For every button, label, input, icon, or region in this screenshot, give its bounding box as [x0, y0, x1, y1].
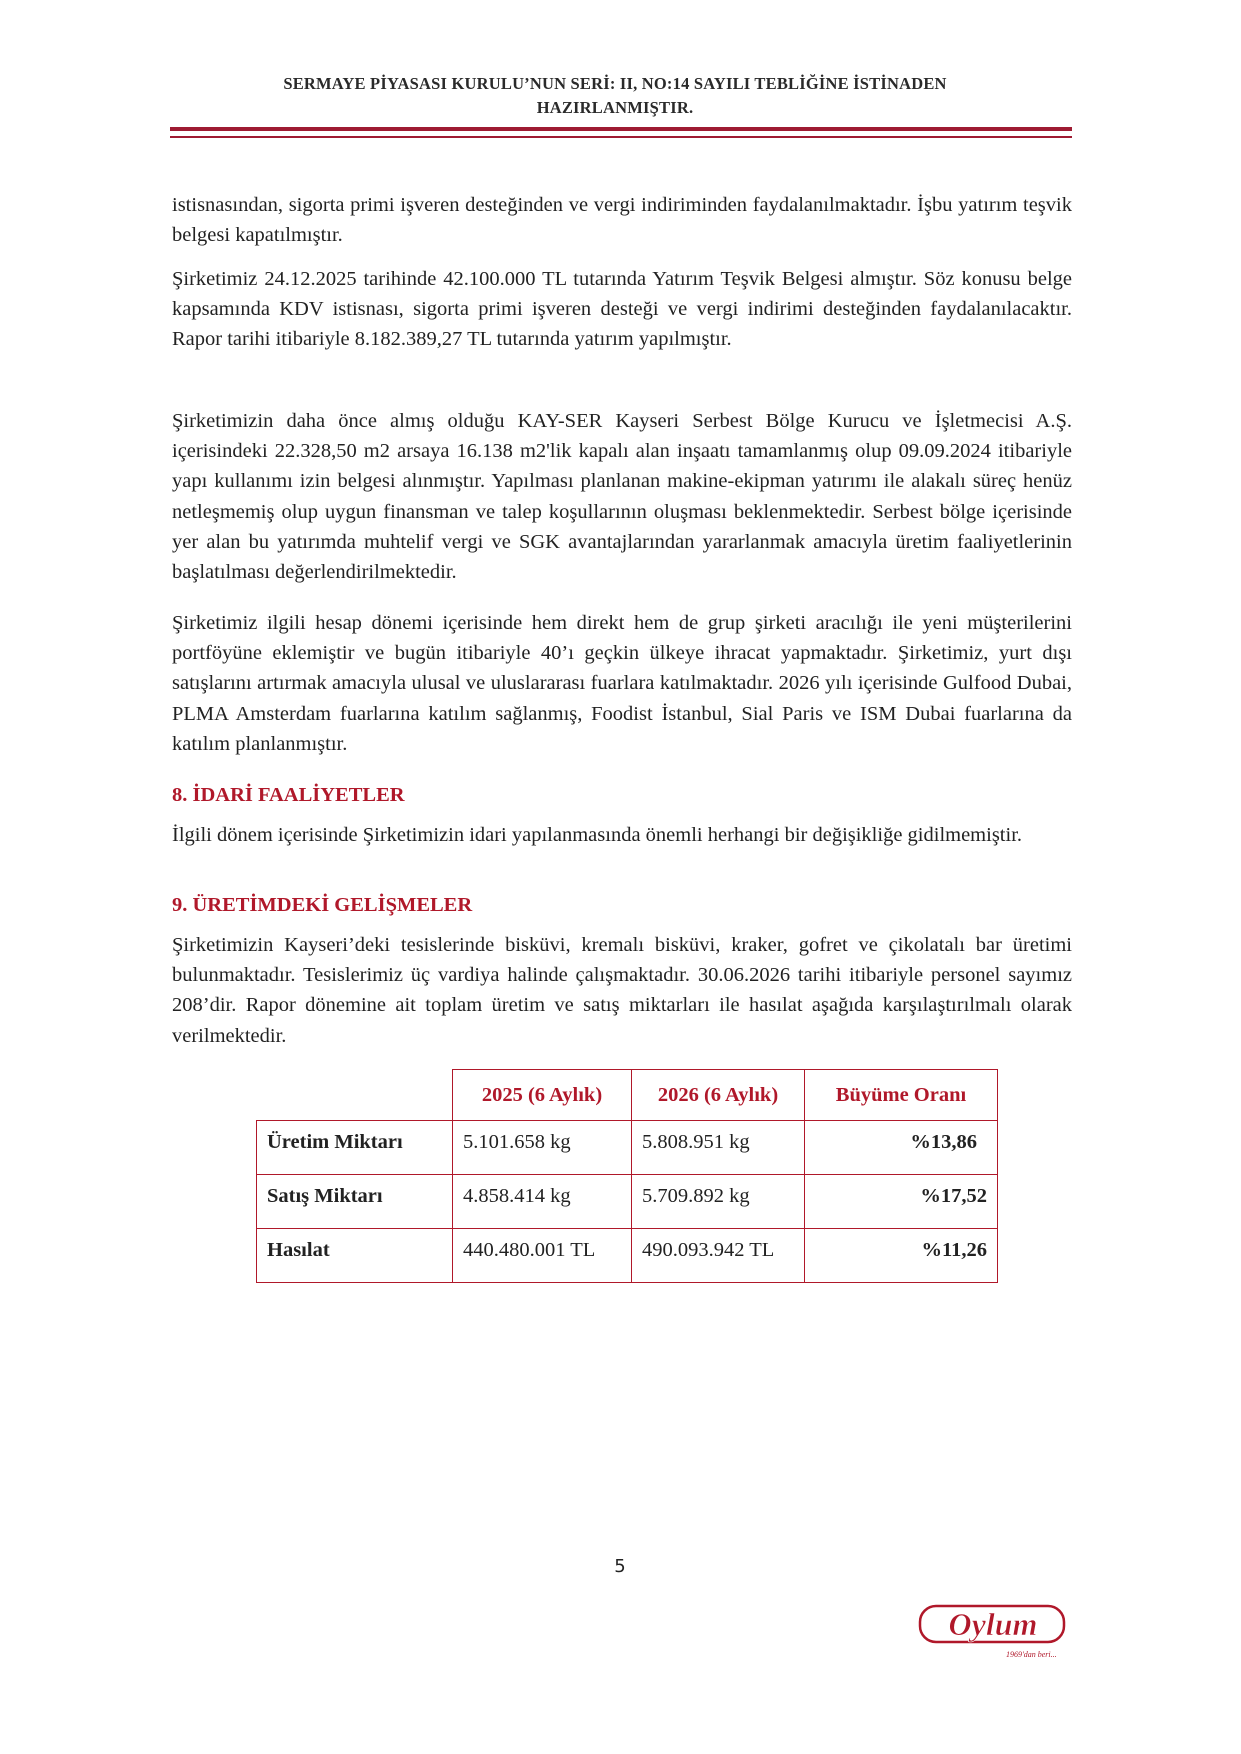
paragraph-2-block: [172, 264, 1072, 355]
header-2025: 2025 (6 Aylık): [453, 1070, 632, 1121]
header-line-1: SERMAYE PİYASASI KURULU’NUN SERİ: II, NO:14 SAYILI TEBLİĞİNE İSTİNADEN: [283, 74, 947, 93]
row-label-production: Üretim Miktarı: [257, 1121, 453, 1175]
table-row: [257, 1121, 998, 1175]
header-line-2: HAZIRLANMIŞTIR.: [536, 98, 694, 117]
revenue-2026: 490.093.942 TL: [632, 1229, 805, 1283]
paragraph-2: Şirketimiz 24.12.2025 tarihinde 42.100.000 TL tutarında Yatırım Teşvik Belgesi almıştır. Söz konusu belge kapsamında KDV istisnası, sigorta primi işveren desteği ve vergi indirimi desteğinden faydalanılacaktır. Rapor tarihi itibariyle 8.182.389,27 TL tutarında yatırım yapılmıştır.: [172, 268, 1072, 351]
section-8-heading: 8. İDARİ FAALİYETLER: [172, 784, 405, 806]
section-9-text: Şirketimizin Kayseri’deki tesislerinde bisküvi, kremalı bisküvi, kraker, gofret ve çikolatalı bar üretimi bulunmaktadır. Tesislerimiz üç vardiya halinde çalışmaktadır. 30.06.2026 tarihi itibariyle personel sayımız 208’dir. Rapor dönemine ait toplam üretim ve satış miktarları ile hasılat aşağıda karşılaştırılmalı olarak verilmektedir.: [172, 934, 1072, 1047]
section-9-body: [172, 930, 1072, 1051]
production-2025: 5.101.658 kg: [453, 1121, 632, 1175]
paragraph-4-block: [172, 608, 1072, 759]
oylum-logo-icon: [918, 1600, 1068, 1648]
sales-2026: 5.709.892 kg: [632, 1175, 805, 1229]
paragraph-1: istisnasından, sigorta primi işveren desteğinden ve vergi indiriminden faydalanılmaktadır. İşbu yatırım teşvik belgesi kapatılmıştır.: [172, 194, 1072, 247]
paragraph-3-block: [172, 406, 1072, 587]
sales-2025: 4.858.414 kg: [453, 1175, 632, 1229]
row-label-sales: Satış Miktarı: [257, 1175, 453, 1229]
section-9-heading: 9. ÜRETİMDEKİ GELİŞMELER: [172, 894, 473, 916]
document-header: [150, 72, 1080, 120]
revenue-2025: 440.480.001 TL: [453, 1229, 632, 1283]
logo-tagline: 1969'dan beri...: [1006, 1650, 1057, 1659]
production-sales-table: [256, 1069, 998, 1283]
table-corner-cell: [257, 1070, 453, 1121]
table-row: [257, 1175, 998, 1229]
section-8: [172, 780, 1072, 810]
table-header-row: [257, 1070, 998, 1121]
header-2026: 2026 (6 Aylık): [632, 1070, 805, 1121]
production-2026: 5.808.951 kg: [632, 1121, 805, 1175]
logo-wordmark: Oylum: [948, 1606, 1038, 1642]
paragraph-4: Şirketimiz ilgili hesap dönemi içerisinde hem direkt hem de grup şirketi aracılığı ile yeni müşterilerini portföyüne eklemiştir ve bugün itibariyle 40’ı geçkin ülkeye ihracat yapmaktadır. Şirketimiz, yurt dışı satışlarını artırmak amacıyla ulusal ve uluslararası fuarlara katılmaktadır. 2026 yılı içerisinde Gulfood Dubai, PLMA Amsterdam fuarlarına katılım sağlanmış, Foodist İstanbul, Sial Paris ve ISM Dubai fuarlarına da katılım planlanmıştır.: [172, 612, 1072, 755]
header-rule-thick: [170, 127, 1072, 131]
paragraph-3: Şirketimizin daha önce almış olduğu KAY-SER Kayseri Serbest Bölge Kurucu ve İşletmecisi A.Ş. içerisindeki 22.328,50 m2 arsaya 16.138 m2'lik kapalı alan inşaatı tamamlanmış olup 09.09.2024 itibariyle yapı kullanımı izin belgesi alınmıştır. Yapılması planlanan makine-ekipman yatırımı ile alakalı süreç henüz netleşmemiş olup uygun finansman ve talep koşullarının oluşması beklenmektedir. Serbest bölge içerisinde yer alan bu yatırımda muhtelif vergi ve SGK avantajlarından yararlanmak amacıyla üretim faaliyetlerinin başlatılması değerlendirilmektedir.: [172, 410, 1072, 584]
sales-growth: %17,52: [805, 1175, 998, 1229]
revenue-growth: %11,26: [805, 1229, 998, 1283]
production-growth: %13,86: [805, 1121, 998, 1175]
section-8-body: [172, 820, 1072, 850]
section-9: [172, 890, 1072, 920]
section-8-text: İlgili dönem içerisinde Şirketimizin idari yapılanmasında önemli herhangi bir değişikliğe gidilmemiştir.: [172, 824, 1023, 846]
page-number: 5: [614, 1556, 626, 1577]
company-logo: [918, 1598, 1068, 1668]
row-label-revenue: Hasılat: [257, 1229, 453, 1283]
header-rule-thin: [170, 136, 1072, 138]
paragraph-1-block: [172, 190, 1072, 250]
table-row: [257, 1229, 998, 1283]
header-growth: Büyüme Oranı: [805, 1070, 998, 1121]
